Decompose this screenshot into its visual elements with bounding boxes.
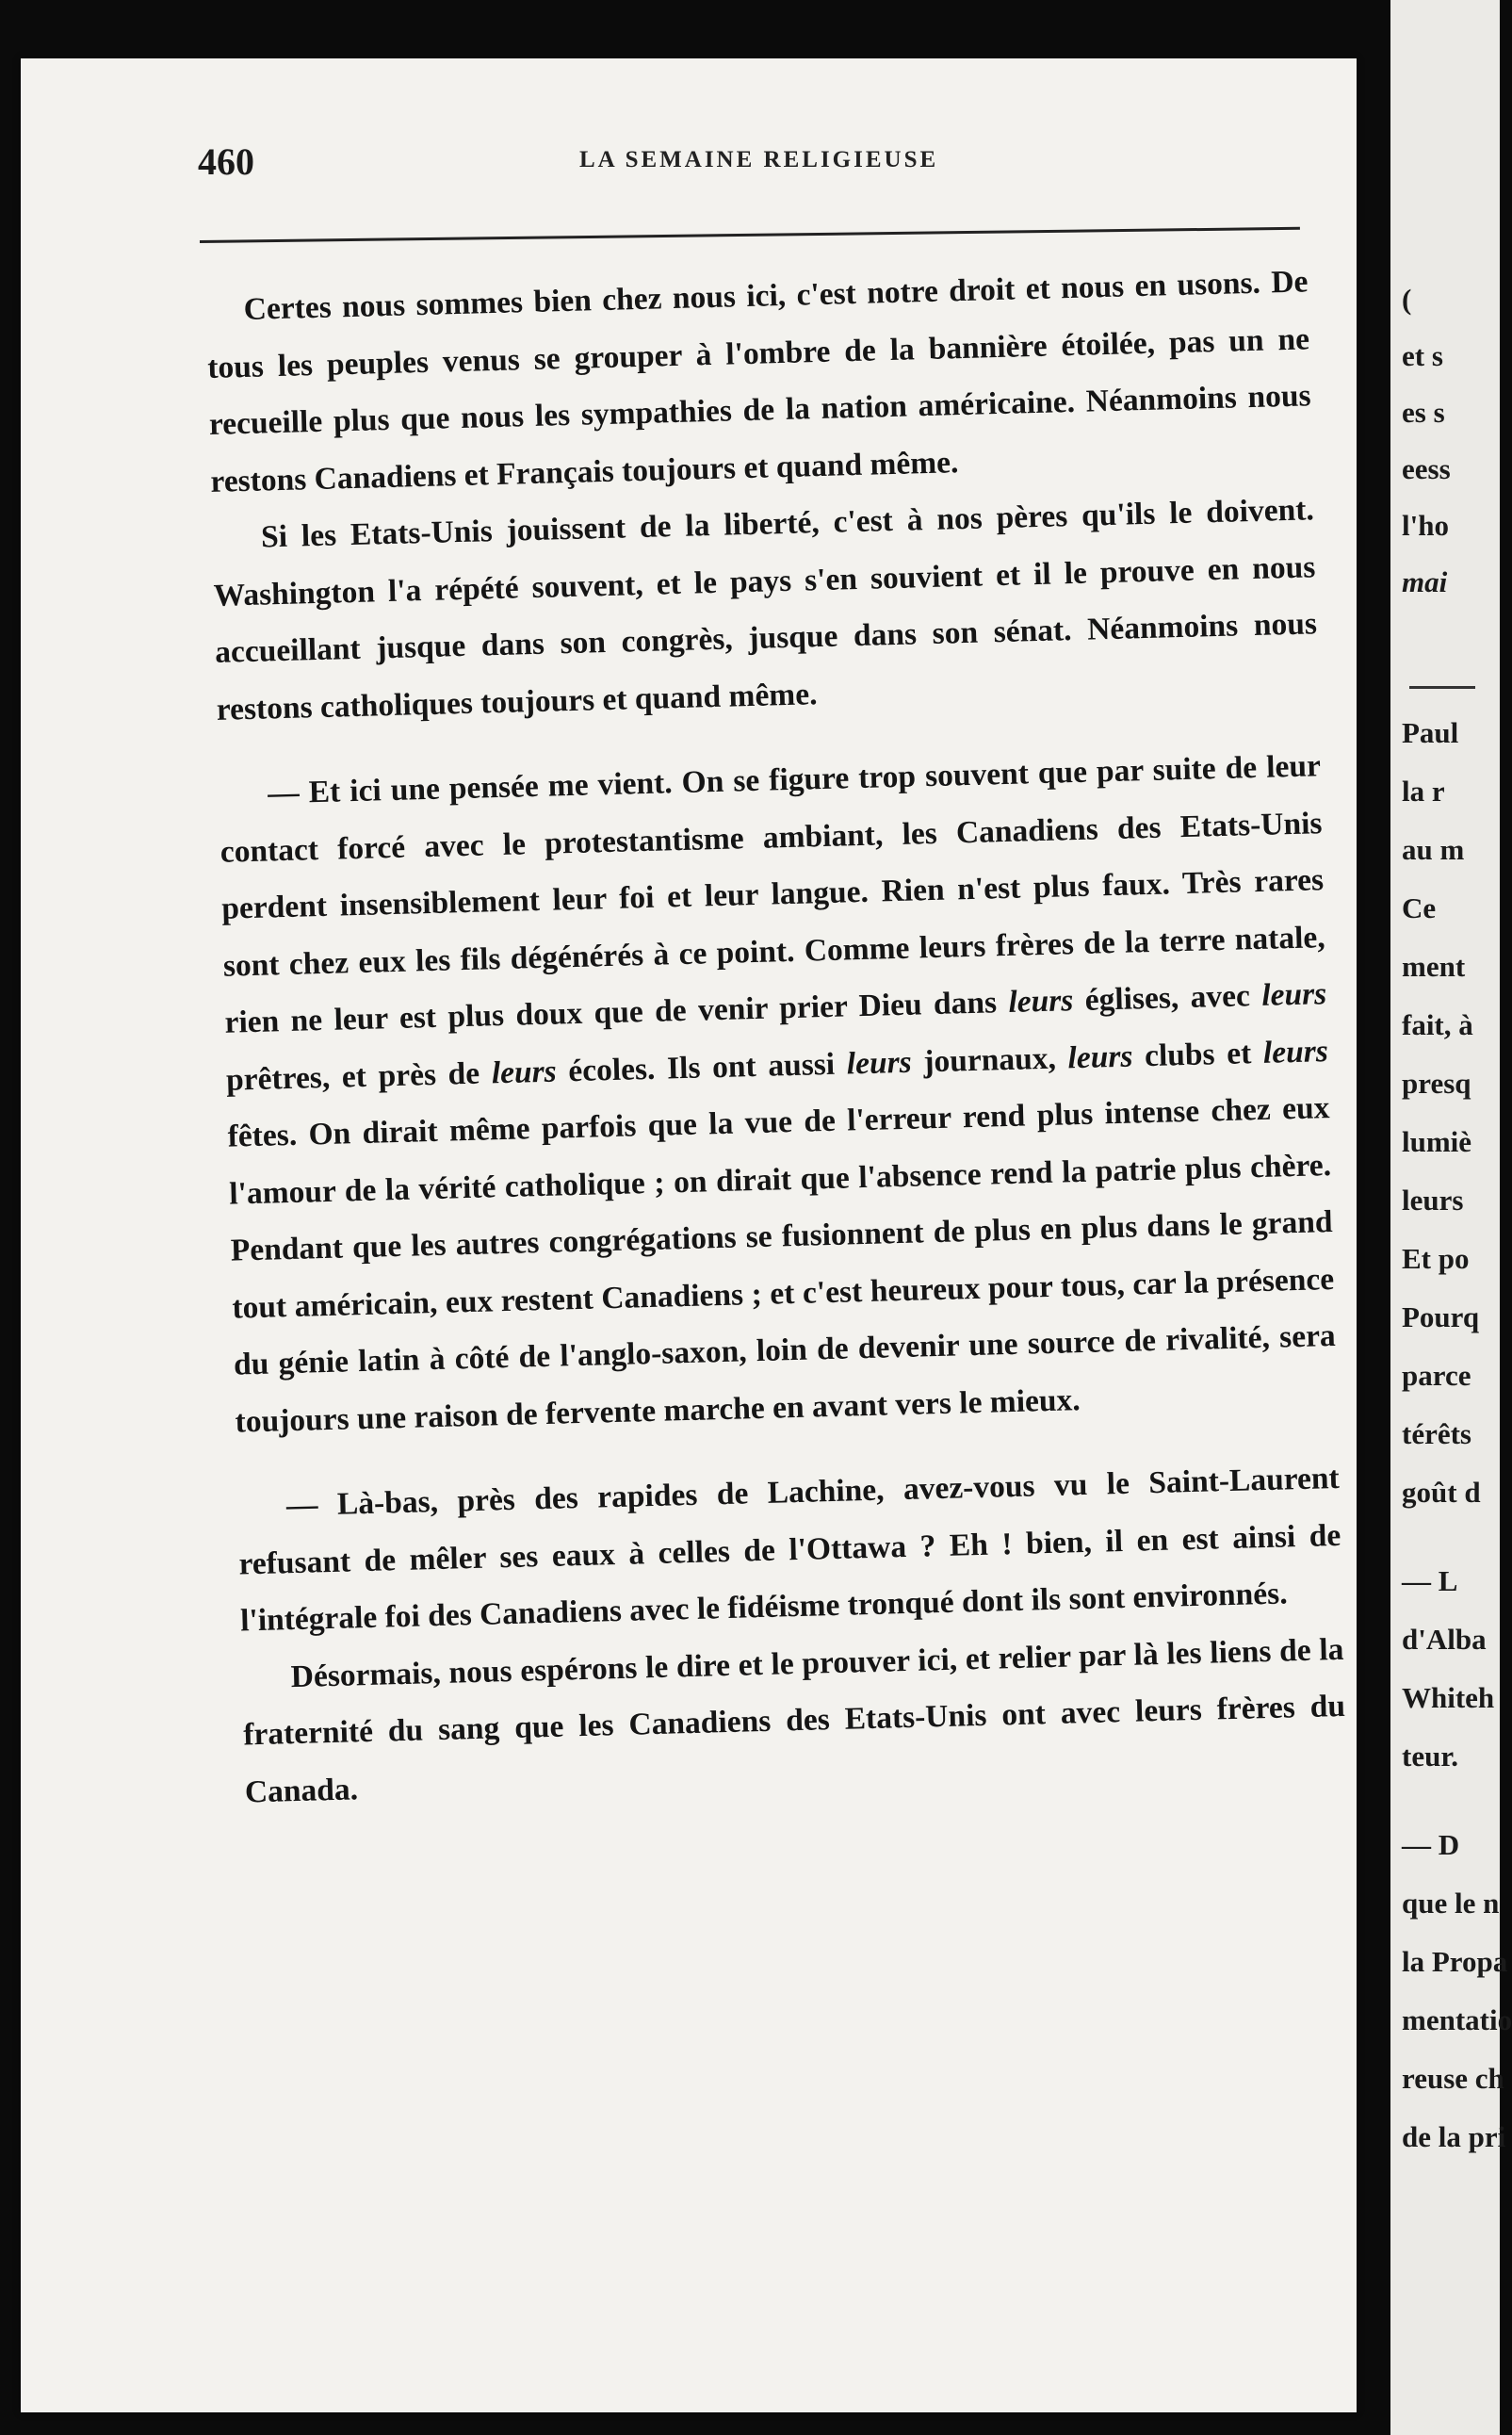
adjacent-fragment: presq	[1402, 1067, 1471, 1100]
adjacent-fragment: et s	[1402, 339, 1443, 372]
adjacent-fragment: mentatio	[1402, 2003, 1512, 2036]
adjacent-fragment: — L	[1402, 1564, 1458, 1597]
paragraph-1: Certes nous sommes bien chez nous ici, c'est notre droit et nous en usons. De tous les peuples venus se grouper à l'ombre de la bannière étoilée, pas un ne recueille plus que nous les sympathies de la nation américaine. Néanmoins nous restons Canadiens et Français toujours et quand même.	[206, 264, 1312, 499]
adjacent-rule	[1409, 686, 1475, 689]
adjacent-fragment: térêts	[1402, 1417, 1471, 1450]
adjacent-fragment: Ce	[1402, 891, 1437, 924]
body-text	[205, 253, 1347, 1821]
adjacent-fragment: eess	[1402, 452, 1451, 485]
adjacent-fragment: l'ho	[1402, 509, 1449, 542]
adjacent-fragment: es s	[1402, 396, 1445, 429]
adjacent-fragment: — D	[1402, 1828, 1460, 1861]
adjacent-page-strip	[1390, 0, 1512, 2435]
paragraph-3: — Et ici une pensée me vient. On se figure trop souvent que par suite de leur contact forcé avec le protestantisme ambiant, les Canadiens des Etats-Unis perdent insensiblement leur foi et leur langue. Rien n'est plus faux. Très rares sont chez eux les fils dégénérés à ce point. Comme leurs frères de la terre natale, rien ne leur est plus doux que de venir prier Dieu dans leurs églises, avec leurs prêtres, et près de leurs écoles. Ils ont aussi leurs journaux, leurs clubs et leurs fêtes. On dirait même parfois que la vue de l'erreur rend plus intense chez eux l'amour de la vérité catholique ; on dirait que l'absence rend la patrie plus chère. Pendant que les autres congrégations se fusionnent de plus en plus dans le grand tout américain, eux restent Canadiens ; et c'est heureux pour tous, car la présence du génie latin à côté de l'anglo-saxon, loin de devenir une source de rivalité, sera toujours une raison de fervente marche en avant vers le mieux.	[219, 748, 1337, 1440]
adjacent-fragment: la r	[1402, 775, 1445, 808]
adjacent-fragment: parce	[1402, 1359, 1471, 1392]
paragraph-4: — Là-bas, près des rapides de Lachine, avez-vous vu le Saint-Laurent refusant de mêler ses eaux à celles de l'Ottawa ? Eh ! bien, il en est ainsi de l'intégrale foi des Canadiens avec le fidéisme tronqué dont ils sont environnés.	[238, 1460, 1341, 1639]
adjacent-fragment: la Propa	[1402, 1945, 1508, 1978]
running-title: LA SEMAINE RELIGIEUSE	[579, 147, 939, 172]
adjacent-fragment: reuse ch	[1402, 2062, 1504, 2095]
adjacent-fragment: de la pri	[1402, 2120, 1506, 2153]
adjacent-fragment: Pourq	[1402, 1300, 1480, 1333]
paragraph-5: Désormais, nous espérons le dire et le prouver ici, et relier par là les liens de la fraternité du sang que les Canadiens des Etats-Unis ont avec leurs frères du Canada.	[242, 1631, 1346, 1809]
adjacent-fragment: teur.	[1402, 1740, 1458, 1773]
adjacent-fragment: que le n	[1402, 1887, 1500, 1920]
adjacent-fragment: Whiteh	[1402, 1681, 1495, 1714]
adjacent-fragment: lumiè	[1402, 1125, 1472, 1158]
adjacent-fragment: au m	[1402, 833, 1465, 866]
adjacent-fragment: fait, à	[1402, 1008, 1473, 1041]
adjacent-fragment: Paul	[1402, 716, 1459, 749]
paragraph-2: Si les Etats-Unis jouissent de la liberté, c'est à nos pères qu'ils le doivent. Washington l'a répété souvent, et le pays s'en souvient et il le prouve en nous accueillant jusque dans son congrès, jusque dans son sénat. Néanmoins nous restons catholiques toujours et quand même.	[213, 492, 1318, 727]
adjacent-fragment: d'Alba	[1402, 1623, 1487, 1656]
adjacent-fragment: Et po	[1402, 1242, 1470, 1275]
adjacent-fragment: mai	[1402, 565, 1448, 598]
adjacent-fragment: ment	[1402, 950, 1466, 983]
page-header	[198, 139, 1300, 196]
adjacent-fragment: goût d	[1402, 1476, 1481, 1509]
adjacent-fragment: (	[1402, 283, 1412, 316]
adjacent-fragment: leurs	[1402, 1184, 1464, 1217]
page-number: 460	[198, 140, 254, 183]
